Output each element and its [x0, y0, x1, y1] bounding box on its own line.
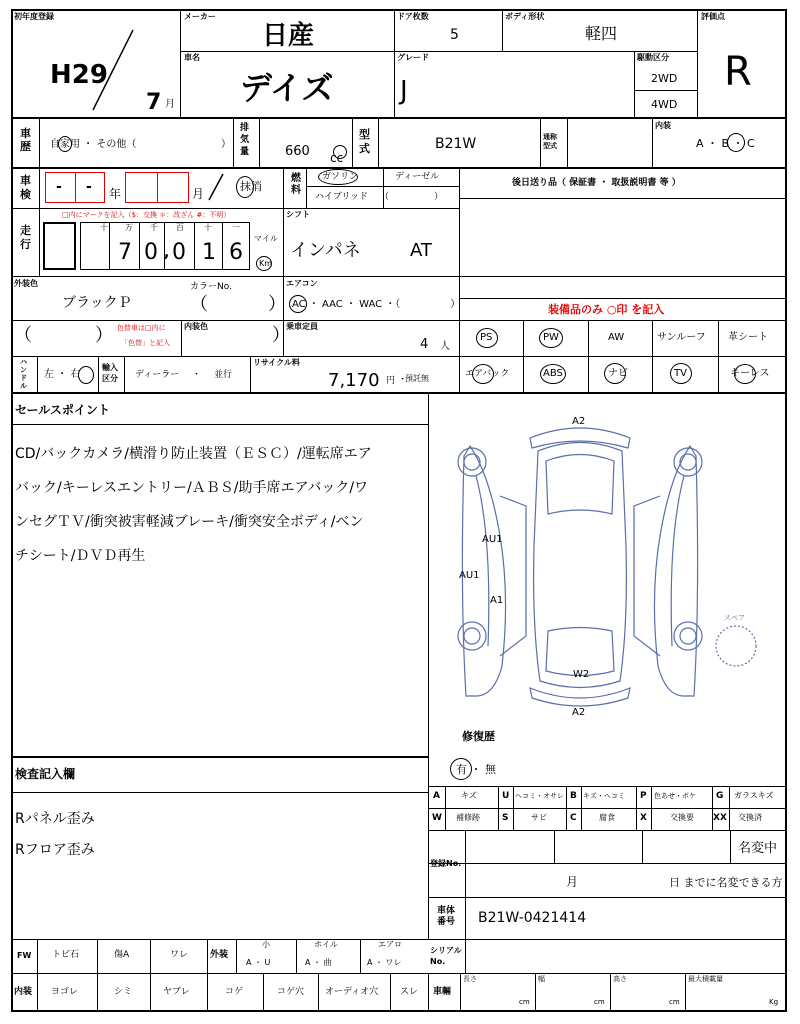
legend-value: 交換済: [738, 813, 762, 822]
first-reg-year: H29: [50, 60, 108, 90]
inspection-dash-2: -: [86, 179, 92, 195]
legend-value: キズ: [461, 791, 477, 800]
legend-value: ヘコミ・オサレ: [515, 792, 564, 800]
repair-circle: [450, 758, 472, 780]
legend-key: G: [716, 791, 724, 801]
exterior-color-value: ブラックＰ: [62, 295, 132, 311]
mileage-digit: 7: [118, 240, 132, 265]
deposit-status: 預託無: [405, 374, 429, 383]
damage-mark-rear: A2: [572, 707, 586, 718]
equip-pw: PW: [543, 332, 559, 343]
registration-month: 月: [566, 875, 579, 889]
legend-value: 補修跡: [456, 813, 480, 822]
shift-label: シフト: [286, 210, 310, 219]
wheel-label: ホイル: [314, 940, 338, 949]
grade-value: J: [400, 76, 408, 106]
interior-defect: オーディオ穴: [325, 987, 379, 997]
paren-open: （: [14, 325, 32, 346]
inspection-dash-1: -: [56, 179, 62, 195]
legend-value: サビ: [531, 813, 547, 822]
unit-sen: 千: [150, 223, 158, 232]
size-label: 車輛: [433, 987, 452, 997]
sales-line: バック/キーレスエントリー/ＡＢＳ/助手席エアバック/ワ: [15, 480, 369, 496]
equip-leather: 革シート: [728, 332, 768, 343]
color-no-close: ）: [268, 294, 286, 315]
displacement-label: 排 気 量: [240, 123, 250, 157]
equip-keyless: キーレス: [730, 368, 770, 379]
registration-label: 登録No.: [430, 859, 462, 868]
score-label: 評価点: [701, 12, 725, 21]
equip-sunroof: サンルーフ: [657, 332, 706, 343]
sales-line: チシート/ＤＶＤ再生: [15, 548, 146, 564]
width-unit: cm: [594, 998, 605, 1006]
mileage-digit: 6: [229, 240, 243, 265]
mile-unit: マイル: [254, 234, 278, 243]
seats-unit: 人: [440, 341, 450, 352]
equip-pw-circle: [539, 328, 563, 348]
deposit-dot: ・: [398, 375, 408, 385]
drive-4wd: 4WD: [651, 98, 678, 111]
vin-label: 車体 番号: [437, 906, 456, 927]
repair-value: 有 ・ 無: [456, 763, 496, 776]
length-label: 長さ: [463, 975, 477, 983]
wheel-value: A ・ 曲: [305, 958, 332, 967]
body-label: ボディ形状: [505, 12, 545, 21]
equip-ps: PS: [480, 332, 493, 343]
height-label: 高さ: [613, 975, 627, 983]
legend-key: S: [502, 813, 509, 823]
equip-keyless-circle: [734, 364, 756, 384]
maker-label: メーカー: [184, 12, 216, 21]
height-unit: cm: [669, 998, 680, 1006]
model-label: 型 式: [359, 128, 370, 155]
inspection-label: 車 検: [20, 174, 31, 201]
legend-value: キズ・ヘコミ: [583, 792, 625, 800]
interior-defect: ヤブレ: [163, 987, 190, 997]
exterior-color-label: 外装色: [14, 279, 38, 288]
mileage-digit: 0: [144, 240, 158, 265]
fuel-diesel: ディーゼル: [395, 172, 440, 182]
sales-line: ンセグＴＶ/衝突被害軽減ブレーキ/衝突安全ボディ/ベン: [15, 514, 364, 530]
vin-value: B21W-0421414: [478, 910, 587, 926]
color-no-label: カラーNo.: [190, 282, 232, 292]
history-label: 車 歴: [20, 127, 31, 153]
common-model-label: 通称 型式: [543, 133, 557, 150]
interior-defect: スレ: [400, 987, 419, 997]
small-value: A ・ U: [246, 958, 271, 967]
km-circle: [256, 256, 272, 271]
max-load-label: 最大積載量: [688, 975, 723, 983]
first-reg-month: 7: [146, 90, 162, 115]
equip-aw: AW: [608, 332, 625, 343]
sales-text: [15, 437, 427, 573]
history-circle: [58, 136, 72, 152]
fuel-gasoline: ガソリン: [322, 172, 359, 182]
car-name-value: デイズ: [240, 69, 334, 107]
yen-unit: 円: [386, 376, 396, 386]
width-label: 幅: [538, 975, 545, 983]
mileage-label: 走 行: [20, 224, 31, 251]
status-circle: [236, 176, 254, 198]
legend-key: P: [640, 791, 647, 801]
doors-value: 5: [450, 27, 459, 43]
recycle-label: リサイクル料: [253, 358, 300, 367]
fuel-hybrid: ハイブリッド: [315, 192, 369, 202]
doors-label: ドア枚数: [397, 12, 429, 21]
mileage-comma: ,: [164, 245, 170, 261]
aircon-label: エアコン: [286, 279, 318, 288]
legend-key: U: [502, 791, 510, 801]
shift-type: AT: [410, 240, 432, 261]
slash-divider: [88, 28, 138, 113]
equip-tv-circle: [670, 363, 692, 384]
equip-abs-circle: [540, 364, 566, 384]
mileage-digit: 1: [202, 240, 216, 265]
car-name-label: 車名: [184, 53, 200, 62]
score-value: R: [724, 49, 752, 95]
exterior-label: 外装: [210, 950, 229, 960]
paren-close-2: ）: [272, 325, 290, 346]
inspection-status: 抹消: [240, 180, 262, 193]
fw-item: ワレ: [170, 950, 189, 960]
unit-man-10: 十: [100, 223, 108, 232]
unit-hyaku: 百: [176, 223, 184, 232]
interior-defect: ヨゴレ: [51, 987, 79, 997]
check-label: 検査記入欄: [15, 767, 76, 781]
unit-juu: 十: [204, 223, 212, 232]
legend-key: X: [640, 813, 647, 823]
import-label: 輸入 区分: [102, 363, 118, 383]
interior-label: 内装: [655, 121, 671, 130]
equip-tv: TV: [674, 368, 687, 379]
aero-value: A ・ ワレ: [367, 958, 402, 967]
handle-circle: [78, 366, 94, 384]
legend-key: C: [570, 813, 577, 823]
legend-value: 色あせ・ボケ: [654, 792, 696, 800]
displacement-value: 660: [285, 144, 310, 159]
fw-item: 傷A: [114, 950, 130, 960]
aircon-value: AC ・ AAC ・ WAC ・（ ）: [292, 299, 461, 310]
legend-key: XX: [713, 813, 727, 823]
sales-label: セールスポイント: [15, 403, 110, 417]
fuel-other: （ ）: [380, 192, 444, 202]
legend-value: ガラスキズ: [734, 791, 774, 800]
maker-value: 日産: [262, 21, 315, 51]
cc-circle: [333, 145, 347, 159]
legend-value: 交換要: [670, 813, 694, 822]
model-value: B21W: [435, 136, 477, 152]
fuel-circle: [318, 169, 358, 185]
interior-grades: A ・ B ・ C: [696, 137, 755, 150]
equip-ps-circle: [476, 328, 498, 348]
damage-mark-left-1: AU1: [482, 534, 503, 545]
check-line: Rパネル歪み: [15, 811, 95, 827]
serial-label: シリアル No.: [430, 946, 462, 966]
interior-defect: シミ: [114, 987, 133, 997]
fw-label: FW: [17, 951, 32, 960]
aero-label: エアロ: [378, 940, 402, 949]
equipment-title: 装備品のみ ○印 を記入: [548, 303, 665, 316]
handle-value: 左 ・ 右: [44, 369, 81, 380]
interior-defect: コゲ穴: [277, 987, 305, 997]
import-dot: ・: [192, 370, 202, 380]
registration-day-text: 日 までに名変できる方: [669, 876, 783, 889]
first-reg-label: 初年度登録: [14, 12, 54, 21]
inspection-slash: [205, 172, 227, 202]
check-line: Rフロア歪み: [15, 842, 95, 858]
legend-key: A: [433, 791, 440, 801]
seats-label: 乗車定員: [286, 322, 318, 331]
color-no-open: （: [190, 294, 208, 315]
legend-value: 腐食: [599, 813, 615, 822]
equip-airbag: エアバック: [465, 369, 510, 379]
damage-mark-left-2: AU1: [459, 570, 480, 581]
history-text: 自家用 ・ その他（: [50, 139, 137, 150]
import-dealer: ディーラー: [135, 370, 180, 380]
handle-label: ハ ン ド ル: [20, 358, 27, 390]
displacement-unit: cc: [330, 151, 344, 165]
grade-label: グレード: [397, 53, 429, 62]
color-change-note-2: 「色替」と記入: [121, 339, 170, 347]
damage-mark-rear-window: W2: [573, 669, 590, 680]
mileage-digit: 0: [172, 240, 186, 265]
fw-item: トビ石: [52, 950, 80, 960]
color-change-note-1: 色替車は□内に: [117, 324, 166, 332]
fuel-label: 燃 料: [291, 173, 301, 196]
later-items: 後日送り品（ 保証書 ・ 取扱説明書 等 ）: [512, 178, 681, 188]
sales-line: CD/バックカメラ/横滑り防止装置（ＥＳＣ）/運転席エア: [15, 446, 372, 462]
mileage-mark-box: [43, 222, 76, 270]
car-outline-icon: [430, 396, 786, 726]
unit-ichi: 一: [232, 223, 240, 232]
legend-key: W: [432, 813, 442, 823]
name-change-status: 名変中: [738, 841, 778, 856]
body-value: 軽四: [585, 24, 618, 43]
shift-position: インパネ: [290, 240, 361, 261]
drive-2wd: 2WD: [651, 72, 678, 85]
interior-grade-circle: [727, 133, 745, 152]
equip-abs: ABS: [543, 368, 563, 379]
equip-airbag-circle: [472, 364, 494, 384]
mileage-note: □内にマークを記入（$：交換 ＊：改ざん #：不明）: [62, 211, 231, 219]
recycle-fee: 7,170: [328, 370, 380, 391]
history-close: ）: [221, 139, 231, 150]
repair-label: 修復歴: [462, 730, 495, 743]
paren-close: ）: [95, 325, 113, 346]
equip-navi-circle: [604, 363, 626, 384]
import-parallel: 並行: [214, 370, 233, 380]
aircon-circle: [289, 295, 307, 313]
interior-color-label: 内装色: [184, 322, 208, 331]
length-unit: cm: [519, 998, 530, 1006]
inspection-year-unit: 年: [109, 187, 122, 201]
drive-label: 駆動区分: [637, 53, 669, 62]
interior-defect-label: 内装: [14, 987, 33, 997]
interior-defect: コゲ: [225, 987, 244, 997]
inspection-month-unit: 月: [192, 187, 205, 201]
damage-mark-front: A2: [572, 416, 586, 427]
equip-navi: ナビ: [608, 368, 628, 379]
legend-key: B: [570, 791, 577, 801]
km-unit: Km: [259, 259, 273, 268]
seats-value: 4: [420, 337, 429, 352]
damage-mark-left-3: A1: [490, 595, 504, 606]
unit-man: 万: [125, 223, 133, 232]
max-load-unit: Kg: [769, 998, 779, 1006]
small-label: 小: [262, 940, 270, 949]
spare-label: スペア: [724, 614, 745, 622]
month-unit: 月: [165, 99, 175, 110]
